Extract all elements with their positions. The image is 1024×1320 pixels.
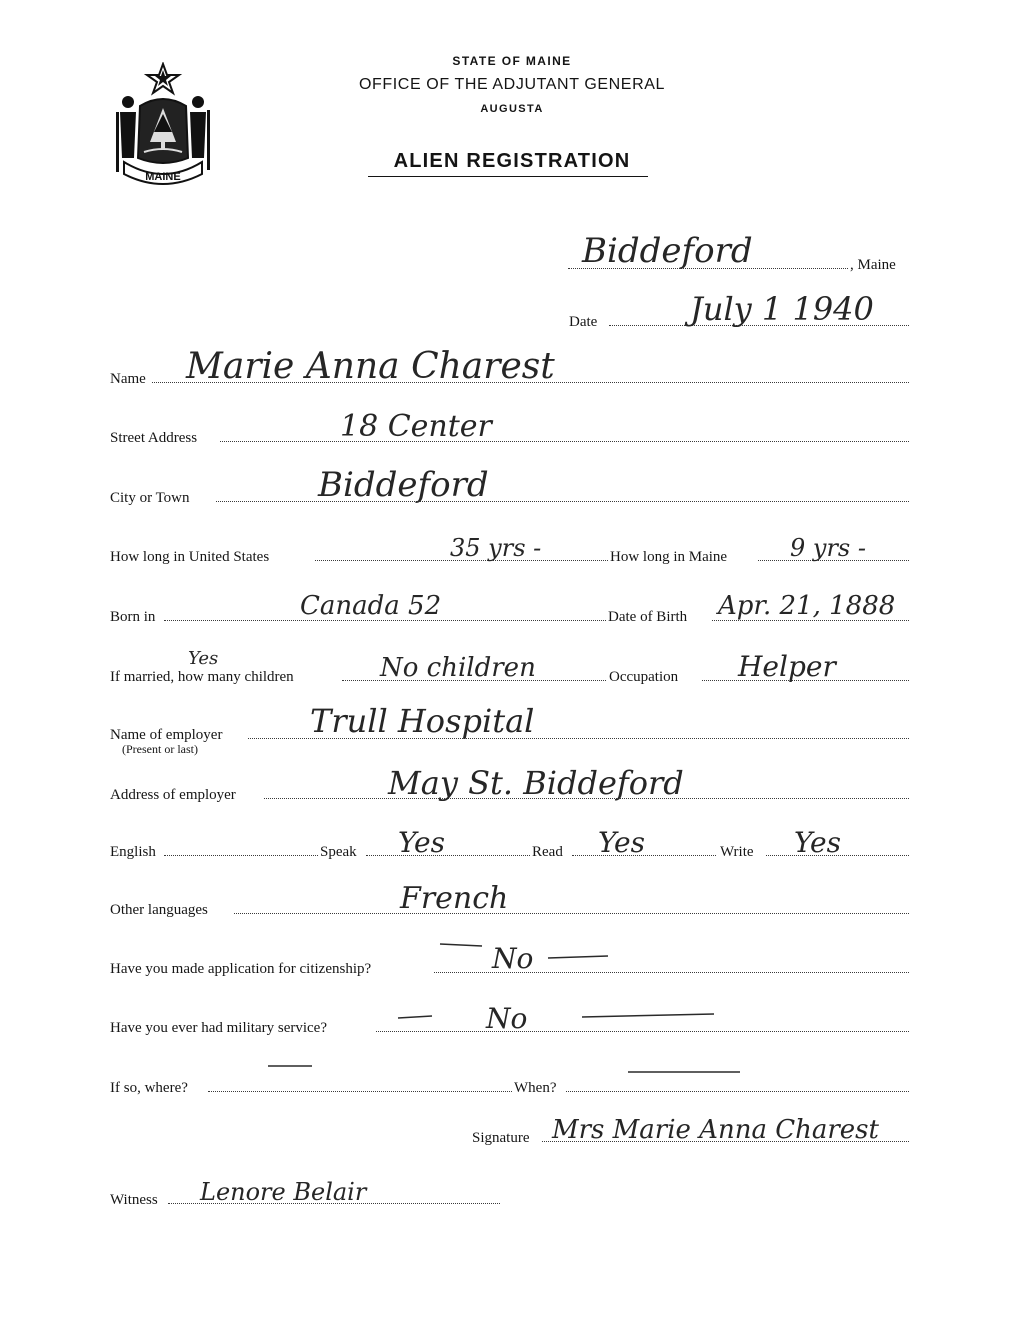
entry-children: No children xyxy=(380,653,536,683)
seal-label: MAINE xyxy=(145,171,181,183)
where-label: If so, where? xyxy=(110,1080,188,1096)
employer-address-label: Address of employer xyxy=(110,787,236,803)
other-languages-label: Other languages xyxy=(110,902,208,918)
entry-speak: Yes xyxy=(398,826,445,859)
entry-military: No xyxy=(486,1002,528,1035)
entry-employer-address: May St. Biddeford xyxy=(388,764,684,802)
form-title: ALIEN REGISTRATION xyxy=(393,150,631,172)
city-label: City or Town xyxy=(110,490,190,506)
header-office: OFFICE OF THE ADJUTANT GENERAL xyxy=(358,76,666,93)
dob-label: Date of Birth xyxy=(608,609,688,625)
header-city: AUGUSTA xyxy=(480,103,544,115)
entry-maine-years: 9 yrs - xyxy=(790,534,866,562)
military-label: Have you ever had military service? xyxy=(110,1020,327,1036)
entry-occupation: Helper xyxy=(738,650,836,683)
english-label: English xyxy=(110,844,156,860)
entry-other-languages: French xyxy=(400,881,509,916)
name-label: Name xyxy=(110,371,146,387)
entry-date: July 1 1940 xyxy=(690,290,874,328)
write-label: Write xyxy=(720,844,754,860)
pen-stroke xyxy=(582,1014,714,1017)
entry-born: Canada 52 xyxy=(300,591,442,621)
entry-us-years: 35 yrs - xyxy=(450,534,542,562)
witness-label: Witness xyxy=(110,1192,158,1208)
speak-label: Speak xyxy=(320,844,357,860)
entry-place: Biddeford xyxy=(582,231,753,271)
entry-dob: Apr. 21, 1888 xyxy=(718,591,896,621)
entry-city: Biddeford xyxy=(318,465,489,505)
pen-stroke xyxy=(548,956,608,958)
entry-street: 18 Center xyxy=(340,409,492,444)
entry-employer: Trull Hospital xyxy=(310,702,535,740)
occupation-label: Occupation xyxy=(609,669,679,685)
street-label: Street Address xyxy=(110,430,198,446)
header-state: STATE OF MAINE xyxy=(452,54,572,68)
citizenship-label: Have you made application for citizenship? xyxy=(110,961,372,977)
employer-sublabel: (Present or last) xyxy=(122,742,198,756)
entry-name: Marie Anna Charest xyxy=(186,346,555,387)
us-duration-label: How long in United States xyxy=(110,549,270,565)
signature-label: Signature xyxy=(472,1130,530,1146)
date-label: Date xyxy=(569,314,598,330)
married-label: If married, how many children xyxy=(110,669,294,685)
entry-signature: Mrs Marie Anna Charest xyxy=(552,1115,879,1145)
entry-read: Yes xyxy=(598,826,645,859)
entry-citizenship: No xyxy=(492,942,534,975)
pen-stroke xyxy=(398,1016,432,1018)
employer-label: Name of employer xyxy=(110,727,223,743)
entry-write: Yes xyxy=(794,826,841,859)
maine-duration-label: How long in Maine xyxy=(610,549,728,565)
entry-witness: Lenore Belair xyxy=(200,1178,367,1206)
entry-married-mark: Yes xyxy=(188,648,219,669)
place-suffix: , Maine xyxy=(850,257,896,273)
when-label: When? xyxy=(514,1080,557,1096)
read-label: Read xyxy=(532,844,563,860)
pen-stroke xyxy=(440,944,482,946)
born-label: Born in xyxy=(110,609,156,625)
